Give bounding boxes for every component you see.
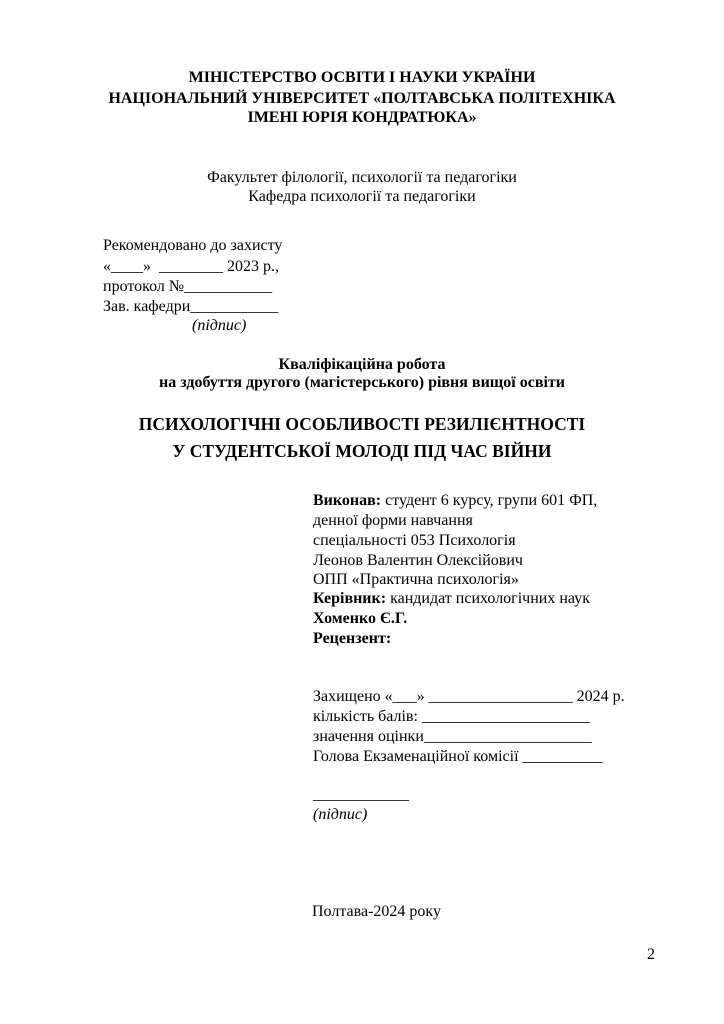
author-line-1 (313, 491, 597, 511)
defense-signature-caption: (підпис) (313, 806, 368, 823)
recommendation-line-1: Рекомендовано до захисту (103, 237, 283, 254)
supervisor-name: Хоменко Є.Г. (313, 610, 408, 627)
work-type: Кваліфікаційна робота (278, 356, 446, 373)
supervisor-title: кандидат психологічних наук (386, 590, 590, 607)
work-degree: на здобуття другого (магістерського) рівня вищої освіти (158, 374, 565, 391)
defense-sign-line: ____________ (313, 786, 409, 803)
university-heading-2: ІМЕНІ ЮРІЯ КОНДРАТЮКА» (247, 109, 477, 126)
reviewer-label: Рецензент: (313, 630, 392, 647)
supervisor-line (313, 589, 590, 609)
author-line-3: спеціальності 053 Психологія (313, 532, 516, 549)
supervisor-label: Керівник: (313, 590, 387, 607)
author-program: ОПП «Практична психологія» (313, 571, 519, 588)
defense-line-2: кількість балів: _____________________ (313, 708, 590, 725)
page-number: 2 (647, 946, 655, 963)
faculty: Факультет філології, психології та педагогіки (207, 169, 517, 186)
work-title-1: ПСИХОЛОГІЧНІ ОСОБЛИВОСТІ РЕЗИЛІЄНТНОСТІ (138, 414, 586, 434)
author-label: Виконав: (313, 492, 382, 509)
defense-line-4: Голова Екзаменаційної комісії __________ (313, 748, 603, 765)
author-info: студент 6 курсу, групи 601 ФП, (381, 492, 598, 509)
city-year: Полтава-2024 року (312, 903, 441, 920)
signature-caption: (підпис) (192, 317, 247, 334)
protocol-line: протокол №___________ (103, 278, 273, 295)
department: Кафедра психології та педагогіки (248, 188, 476, 205)
author-line-2: денної форми навчання (313, 512, 473, 529)
university-heading-1: НАЦІОНАЛЬНИЙ УНІВЕРСИТЕТ «ПОЛТАВСЬКА ПОЛІТЕХНІКА (108, 90, 616, 107)
defense-line-3: значення оцінки_____________________ (313, 728, 592, 745)
defense-line-1: Захищено «___» __________________ 2024 р. (313, 688, 625, 705)
recommendation-line-2: «____» ________ 2023 р., (103, 258, 279, 275)
ministry-heading: МІНІСТЕРСТВО ОСВІТИ І НАУКИ УКРАЇНИ (188, 69, 536, 86)
work-title-2: У СТУДЕНТСЬКОЇ МОЛОДІ ПІД ЧАС ВІЙНИ (172, 441, 552, 461)
author-name: Леонов Валентин Олексійович (313, 552, 523, 569)
head-of-department-line: Зав. кафедри___________ (103, 298, 279, 315)
